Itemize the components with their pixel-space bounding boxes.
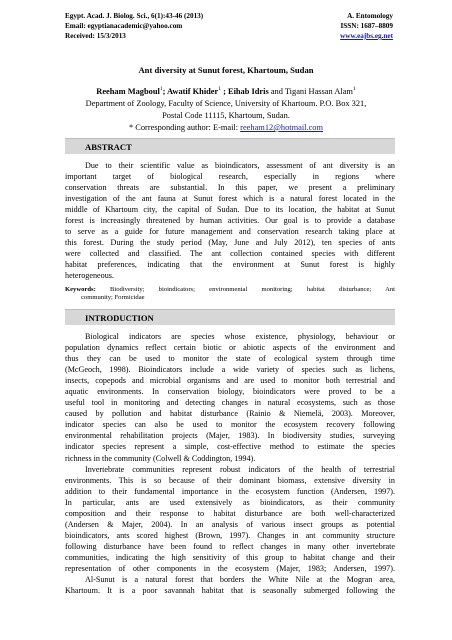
intro-line: population dynamics reflect certain biotic or abiotic aspects of the environment and (65, 343, 395, 353)
intro-line: addition to their fundamental importance in the ecosystem function (Andersen, 1997). (65, 486, 395, 496)
abstract-line: forest is increasingly threatened by human activities. Our goal is to provide a database (65, 216, 395, 226)
journal-header-row-1 (65, 12, 393, 20)
intro-line: Khartoum. It is a poor savannah habitat that is seasonally submerged following the (65, 586, 395, 596)
intro-line: bioindicators, ants scored highest (Brown, 1997). Changes in ant community structure (65, 530, 395, 540)
intro-line: Biological indicators are species whose existence, physiology, behaviour or (85, 332, 395, 341)
intro-line: communities, indicating the high sensitivity of this group to habitat change and their (65, 552, 395, 562)
intro-line: (McGeoch, 1998). Bioindicators include a wide variety of species such as lichens, (65, 365, 395, 375)
journal-website-link[interactable]: www.eajbs.eg.net (340, 32, 393, 40)
author-name: Awatif Khider (166, 86, 219, 96)
intro-line: composition and their response to habitat disturbance are both well-characterized (65, 508, 395, 518)
journal-citation: Egypt. Acad. J. Biolog. Sci., 6(1):43-46 (2013) (65, 12, 204, 20)
corresponding-email-link[interactable]: reeham12@hotmail.com (240, 123, 324, 132)
author-name: Eihab Idris (227, 86, 269, 96)
introduction-body (65, 331, 395, 596)
affiliation-line-2: Postal Code 11115, Khartoum, Sudan. (162, 111, 290, 120)
abstract-line: habitat preferences, indicating that the environment at Sunut forest is highly (65, 260, 395, 270)
abstract-body (65, 160, 395, 282)
intro-line: environmental rehabilitation projects (Majer, 1983). In biodiversity studies, surveying (65, 431, 395, 441)
intro-line: caused by pollution and habitat disturbance (Rainio & Niemelä, 2003). Moreover, (65, 409, 395, 419)
author-name: Tigani Hassan Alam (284, 86, 353, 96)
abstract-heading: ABSTRACT (85, 142, 132, 152)
journal-header-row-2 (65, 22, 393, 30)
abstract-heading-box (65, 138, 395, 154)
intro-line: (Andersen & Majer, 2004). In an analysis of various insect groups as potential (65, 519, 395, 529)
keywords (65, 286, 395, 302)
intro-line: In particular, ants are used extensively as bioindicators, as their community (65, 497, 395, 507)
received-date: Received: 15/3/2013 (65, 32, 126, 40)
intro-line: insects, copepods and microbial organisms and are used to monitor both terrestrial and (65, 376, 395, 386)
abstract-line: important target of biological research, especially in regions where (65, 172, 395, 182)
intro-line: representation of other components in the ecosystem (Majer, 1983; Andersen, 1997). (65, 563, 395, 573)
intro-line: richness in the community (Colwell & Coddington, 1994). (65, 453, 256, 463)
abstract-line: conservation threats are substantial. In this paper, we present a preliminary (65, 183, 395, 193)
intro-line: following disturbance have been found to reflect changes in many other invertebrate (65, 541, 395, 551)
journal-section: A. Entomology (347, 12, 393, 20)
intro-line: indicator species can also be used to monitor the ecosystem recovery following (65, 420, 395, 430)
intro-line: Al-Sunut is a natural forest that borders the White Nile at the Mogran area, (85, 575, 395, 585)
keywords-line: community; Formicidae (81, 294, 145, 301)
introduction-heading: INTRODUCTION (85, 313, 154, 323)
abstract-line: this forest. During the study period (May, June and July 2012), ten species of ants (65, 238, 395, 248)
corresponding-author: * Corresponding author: E-mail: reeham12@hotmail.com (128, 123, 324, 132)
journal-header-row-3 (65, 32, 393, 40)
abstract-line: middle of Khartoum city, the capital of Sudan. Due to its location, the habitat at Sunut (65, 205, 395, 215)
journal-email: Email: egyptianacademic@yahoo.com (65, 22, 183, 30)
keywords-line: Keywords: Biodiversity; bioindicators; environmental monitoring; habitat disturbance; Ant (65, 286, 395, 293)
intro-line: useful tool in monitoring and detecting changes in natural ecosystems, such as those (65, 398, 395, 408)
abstract-line: heterogeneous. (65, 271, 114, 281)
intro-line: Invertebrate communities represent robust indicators of the health of terrestrial (85, 464, 395, 474)
keywords-label: Keywords: (65, 286, 96, 293)
journal-issn: ISSN: 1687–8809 (340, 22, 393, 30)
author-name: Reeham Magboul (96, 86, 160, 96)
abstract-line: to serve as a guide for future management and conservation research taking place at (65, 227, 395, 237)
intro-line: environments. This is so because of their dominant biomass, extensive diversity in (65, 475, 395, 485)
abstract-line: were collected and classified. The ant collection contained species with different (65, 249, 395, 259)
paper-title: Ant diversity at Sunut forest, Khartoum, Sudan (138, 65, 314, 75)
introduction-heading-box (65, 309, 395, 325)
abstract-line: Due to their scientific value as bioindicators, assessment of ant diversity is an (85, 161, 395, 170)
intro-line: thus they can be used to monitor the state of ecological system through time (65, 354, 395, 364)
abstract-line: investigation of the ant fauna at Sunut forest which is a natural forest located in the (65, 194, 395, 204)
intro-line: indicator species represent a simple, cost-effective method to estimate the species (65, 442, 395, 452)
intro-line: aquatic environments. In conservation biology, bioindicators were proved to be a (65, 387, 395, 397)
author-list: Reeham Magboul$^1$; Awatif Khider$^1$ ; Eihab Idris and Tigani Hassan Alam$^1$ (96, 86, 356, 96)
affiliation-line-1: Department of Zoology, Faculty of Science, University of Khartoum. P.O. Box 321, (85, 99, 367, 108)
